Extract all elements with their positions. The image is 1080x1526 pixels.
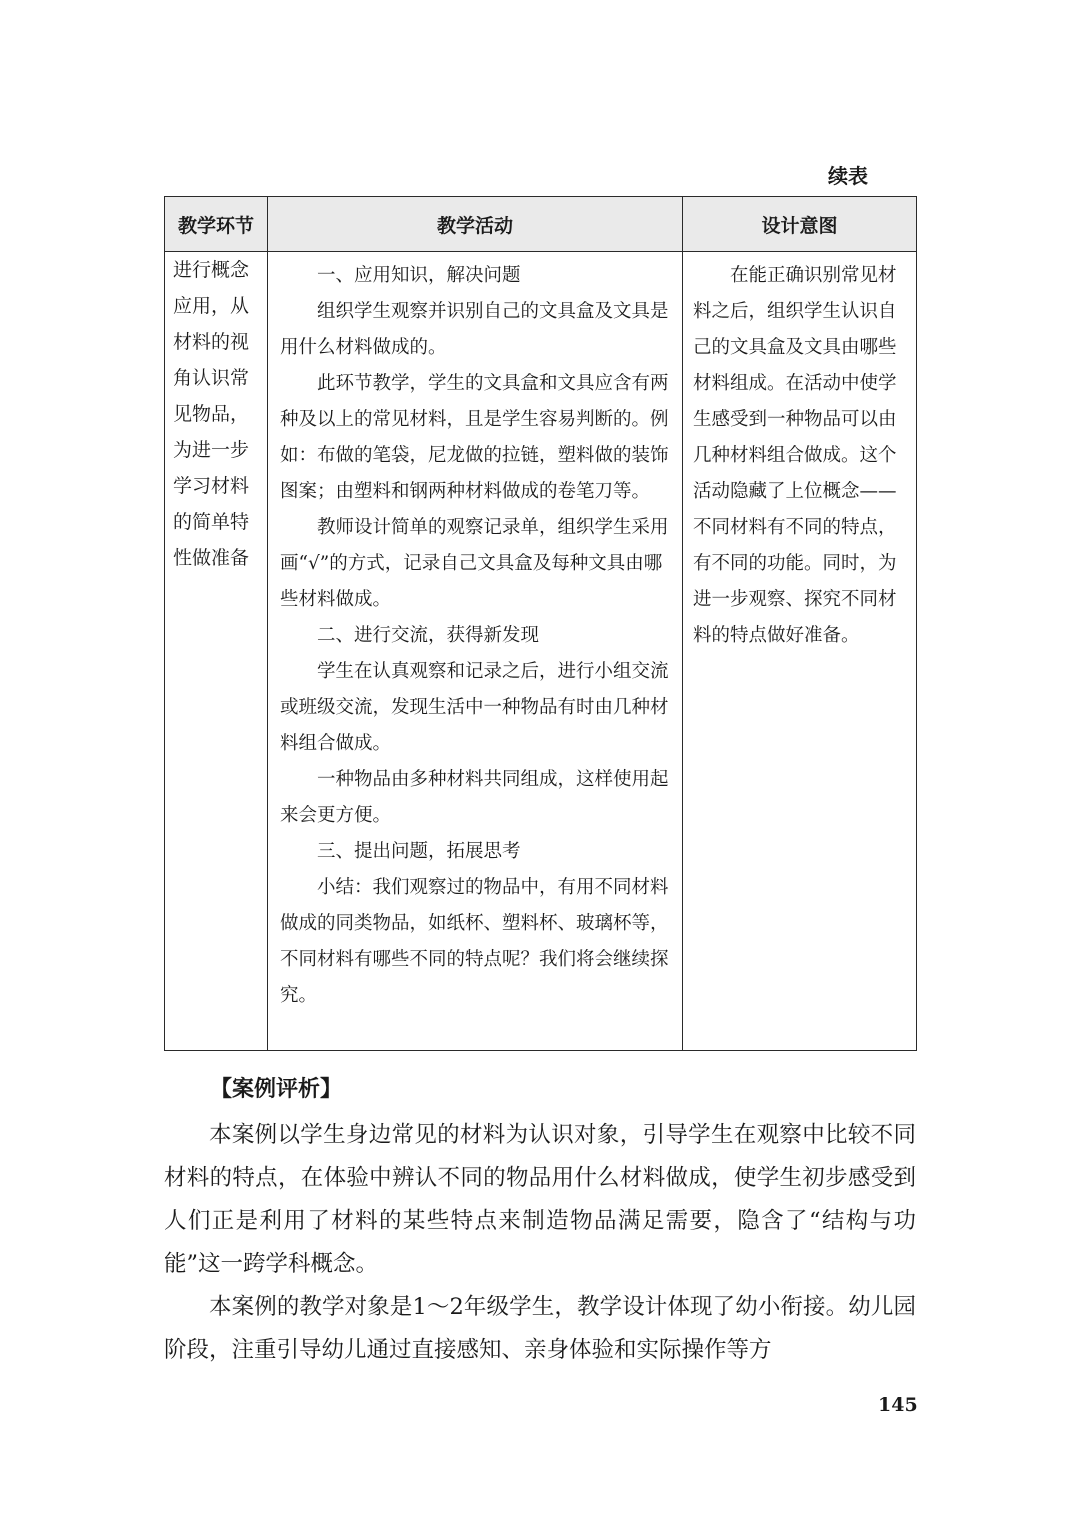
analysis-paragraph: 本案例以学生身边常见的材料为认识对象，引导学生在观察中比较不同材料的特点，在体验中辨认不同的物品用什么材料做成，使学生初步感受到人们正是利用了材料的某些特点来制造物品满足需要，隐含了“结构与功能”这一跨学科概念。 [164, 1122, 916, 1277]
header-design-intent: 设计意图 [683, 197, 917, 252]
activity-paragraph: 教师设计简单的观察记录单，组织学生采用画“√”的方式，记录自己文具盒及每种文具由哪些材料做成。 [280, 517, 669, 610]
analysis-paragraph-2 [164, 1286, 916, 1372]
activity-paragraph: 此环节教学，学生的文具盒和文具应含有两种及以上的常见材料，且是学生容易判断的。例如：布做的笔袋，尼龙做的拉链，塑料做的装饰图案；由塑料和钢两种材料做成的卷笔刀等。 [280, 373, 669, 502]
case-analysis-heading: 【案例评析】 [210, 1077, 343, 1102]
activity-paragraph: 组织学生观察并识别自己的文具盒及文具是用什么材料做成的。 [280, 301, 669, 358]
table-row [165, 252, 917, 1051]
analysis-paragraph: 本案例的教学对象是1～2年级学生，教学设计体现了幼小衔接。幼儿园阶段，注重引导幼儿通过直接感知、亲身体验和实际操作等方 [164, 1294, 916, 1363]
activity-paragraph: 一、应用知识，解决问题 [317, 265, 521, 286]
header-teaching-stage: 教学环节 [165, 197, 268, 252]
header-teaching-activity: 教学活动 [268, 197, 683, 252]
table-header-row [165, 197, 917, 252]
activity-paragraph: 一种物品由多种材料共同组成，这样使用起来会更方便。 [280, 769, 669, 826]
analysis-paragraph-1 [164, 1114, 916, 1286]
activity-paragraph: 学生在认真观察和记录之后，进行小组交流或班级交流，发现生活中一种物品有时由几种材料组合做成。 [280, 661, 669, 754]
activity-paragraph: 小结：我们观察过的物品中，有用不同材料做成的同类物品，如纸杯、塑料杯、玻璃杯等，不同材料有哪些不同的特点呢？我们将会继续探究。 [280, 877, 669, 1006]
stage-cell: 进行概念应用，从材料的视角认识常见物品，为进一步学习材料的简单特性做准备 [165, 252, 268, 1051]
activity-cell [268, 252, 683, 1051]
continued-table-label: 续表 [828, 164, 868, 188]
teaching-design-table [164, 196, 917, 1051]
page-number: 145 [878, 1394, 918, 1416]
activity-paragraph: 三、提出问题，拓展思考 [317, 841, 521, 862]
intent-paragraph: 在能正确识别常见材料之后，组织学生认识自己的文具盒及文具由哪些材料组成。在活动中使学生感受到一种物品可以由几种材料组合做成。这个活动隐藏了上位概念——不同材料有不同的特点，有不同的功能。同时，为进一步观察、探究不同材料的特点做好准备。 [693, 265, 897, 646]
intent-cell [683, 252, 917, 1051]
activity-paragraph: 二、进行交流，获得新发现 [317, 625, 540, 646]
